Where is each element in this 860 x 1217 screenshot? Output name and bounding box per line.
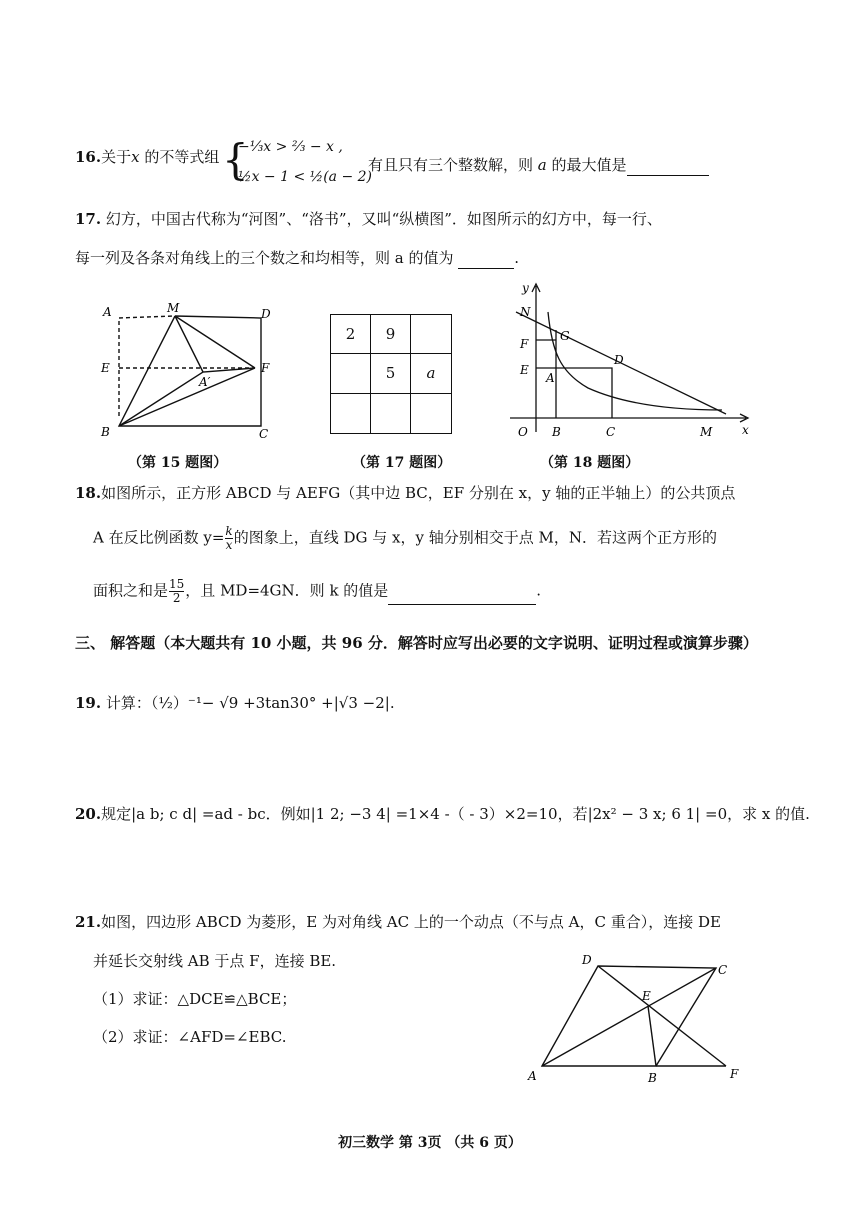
label-E: E — [642, 989, 651, 1003]
q21-part2: （2）求证：∠AFD=∠EBC. — [93, 1028, 287, 1046]
y-axis — [532, 284, 540, 432]
q17-line1: 幻方，中国古代称为“河图”、“洛书”，又叫“纵横图”．如图所示的幻方中，每一行、 — [105, 210, 662, 228]
q19-text: 计算：（½）⁻¹− √9 +3tan30° +|√3 −2|. — [105, 694, 395, 712]
q16-suffix-var: a — [537, 156, 547, 174]
q18-line2-row — [93, 525, 717, 552]
fold-lines — [119, 316, 255, 426]
q18-line2b: 的图象上，直线 DG 与 x，y 轴分别相交于点 M，N．若这两个正方形的 — [233, 528, 717, 547]
magic-square-cell — [411, 315, 451, 354]
label-D: D — [614, 353, 624, 367]
label-C: C — [606, 425, 616, 439]
question-21 — [75, 911, 721, 933]
figure-18 — [498, 282, 760, 444]
label-B: B — [101, 425, 110, 439]
label-F: F — [730, 1067, 739, 1081]
figure-18-caption: （第 18 题图） — [540, 455, 640, 471]
q16-suffix-b: 的最大值是 — [546, 156, 627, 174]
q16-prefix-b: 的不等式组 — [139, 148, 220, 166]
label-B: B — [648, 1071, 657, 1085]
question-16 — [75, 146, 219, 196]
label-A: A — [103, 305, 112, 319]
magic-square-cell: 5 — [371, 354, 411, 393]
q18-line1: 如图所示，正方形 ABCD 与 AEFG（其中边 BC，EF 分别在 x，y 轴的正半轴上）的公共顶点 — [101, 484, 736, 502]
figure-15 — [95, 298, 285, 448]
label-M: M — [167, 301, 180, 315]
q16-prefix-a: 关于 — [101, 148, 132, 166]
magic-square-cell — [331, 394, 371, 433]
q17-line2-end: . — [514, 249, 520, 267]
question-18 — [75, 482, 735, 504]
segment-BE — [648, 1006, 656, 1066]
question-number: 19. — [75, 694, 102, 712]
question-number: 20. — [75, 805, 102, 823]
q16-brace: { — [222, 135, 249, 184]
q18-line2a: A 在反比例函数 y= — [93, 528, 225, 547]
fraction-numerator: k — [225, 524, 233, 538]
figure-17-caption: （第 17 题图） — [352, 455, 452, 471]
q16-suffix — [368, 154, 709, 176]
rectangle-edges — [119, 316, 261, 426]
label-A: A — [546, 371, 555, 385]
label-B: B — [552, 425, 561, 439]
magic-square-cell: 9 — [371, 315, 411, 354]
fraction-k-over-x — [225, 525, 232, 552]
line-DF — [598, 966, 726, 1066]
label-O: O — [518, 425, 528, 439]
magic-square-cell — [331, 354, 371, 393]
q16-system-line1: −⅓x > ⅔ − x , — [238, 139, 343, 155]
label-N: N — [520, 305, 531, 319]
label-y: y — [522, 282, 529, 295]
fraction-denominator: 2 — [169, 591, 184, 605]
answer-blank — [627, 175, 709, 176]
label-x: x — [742, 423, 749, 437]
q21-line2: 并延长交射线 AB 于点 F，连接 BE. — [93, 952, 337, 970]
magic-square-cell: 2 — [331, 315, 371, 354]
q16-prefix-var: x — [131, 148, 140, 166]
question-number: 18. — [75, 484, 102, 502]
label-C: C — [259, 427, 269, 441]
page-footer: 初三数学 第 3页 （共 6 页） — [338, 1135, 522, 1151]
label-A-prime: A′ — [199, 375, 211, 389]
q17-line2-row — [75, 247, 519, 269]
question-20 — [75, 803, 810, 825]
q17-line2: 每一列及各条对角线上的三个数之和均相等，则 a 的值为 — [75, 249, 454, 267]
question-number: 21. — [75, 913, 102, 931]
diagonal-AC — [542, 968, 716, 1066]
label-F: F — [520, 337, 529, 351]
label-C: C — [718, 963, 728, 977]
figure-21 — [520, 950, 750, 1090]
figure-17 — [330, 314, 452, 434]
section-3-heading: 三、 解答题（本大题共有 10 小题，共 96 分．解答时应写出必要的文字说明、证明过程或演算步骤） — [75, 634, 758, 652]
answer-blank — [458, 268, 514, 269]
question-number: 16. — [75, 148, 102, 166]
question-19 — [75, 692, 395, 714]
magic-square-cell: a — [411, 354, 451, 393]
q18-line3-end: . — [536, 581, 542, 600]
figure-15-caption: （第 15 题图） — [128, 455, 228, 471]
label-F: F — [261, 361, 270, 375]
q20-text: 规定|a b; c d| =ad - bc．例如|1 2; −3 4| =1×4 -（ - 3）×2=10，若|2x² − 3 x; 6 1| =0，求 x 的值. — [101, 805, 810, 823]
label-D: D — [582, 953, 592, 967]
q21-line1: 如图，四边形 ABCD 为菱形，E 为对角线 AC 上的一个动点（不与点 A，C 重合），连接 DE — [101, 913, 721, 931]
fraction-15-over-2 — [169, 578, 184, 605]
q18-line3a: 面积之和是 — [93, 581, 169, 600]
q16-suffix-a: 有且只有三个整数解，则 — [368, 156, 538, 174]
q18-line3b: ，且 MD=4GN．则 k 的值是 — [185, 581, 389, 600]
question-number: 17. — [75, 210, 102, 228]
label-M: M — [700, 425, 713, 439]
magic-square-cell — [411, 394, 451, 433]
answer-blank — [388, 604, 536, 605]
q18-line3-row — [93, 578, 541, 605]
label-G: G — [560, 329, 570, 343]
q16-system-line2: ½x − 1 < ½(a − 2) — [238, 169, 373, 185]
fraction-denominator: x — [225, 538, 233, 552]
x-axis — [510, 414, 748, 422]
label-E: E — [520, 363, 529, 377]
hyperbola — [548, 312, 722, 410]
q21-part1: （1）求证：△DCE≌△BCE； — [93, 990, 297, 1008]
label-A: A — [528, 1069, 537, 1083]
label-D: D — [261, 307, 271, 321]
question-17 — [75, 208, 662, 230]
fraction-numerator: 15 — [169, 577, 185, 591]
magic-square-cell — [371, 394, 411, 433]
label-E: E — [101, 361, 110, 375]
